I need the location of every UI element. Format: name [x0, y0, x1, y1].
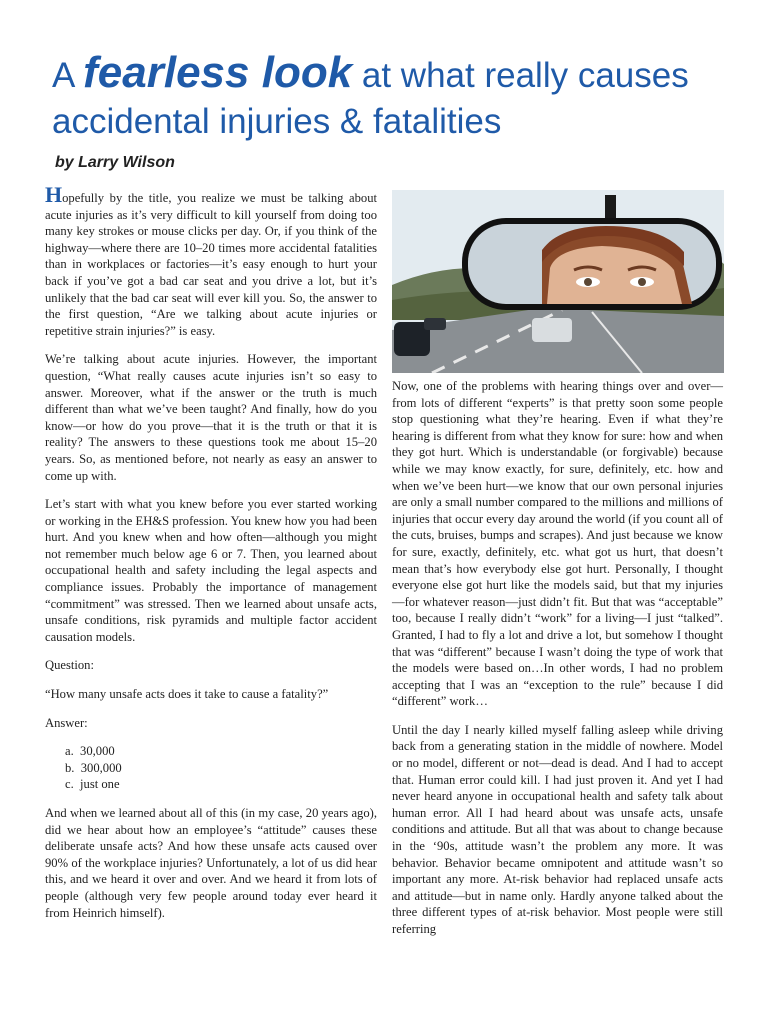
question-text: “How many unsafe acts does it take to cause a fatality?” — [45, 687, 329, 702]
article-title — [52, 50, 742, 145]
intro-paragraph — [45, 182, 377, 339]
rearview-mirror-photo — [392, 190, 724, 373]
title-rest: at what really causes accidental injuries & fatalities — [52, 56, 689, 141]
answer-list — [45, 743, 377, 793]
question-label: Question: — [45, 658, 94, 673]
paragraph-acute-injuries: We’re talking about acute injuries. However, the important question, “What really causes acute injuries isn’t so easy to answer. Moreover, what if the answer or the truth is much different than what we’ve been taught? And finally, how do you know—or how do you prove—that it is the truth or that it is reality? The answers to these questions took me about 15–20 years. So, as mentioned before, not nearly as easy an answer to come up with. — [45, 352, 377, 483]
title-prefix: A — [52, 56, 84, 95]
drop-cap: H — [45, 182, 63, 207]
rearview-mirror-illustration — [392, 190, 724, 373]
title-emphasis: fearless look — [83, 48, 353, 97]
answer-item: c. just one — [65, 777, 120, 792]
left-column — [45, 182, 377, 933]
answer-label: Answer: — [45, 715, 88, 730]
paragraph-what-you-knew: Let’s start with what you knew before you ever started working or working in the EH&S profession. You knew how you had been hurt. And you knew when and how often—although you might not remember much below age 6 or 7. Then, you learned about occupational health and safety including the legal aspects and compliance issues. Probably the importance of management “commitment” was stressed. Then we learned about unsafe acts, unsafe conditions, risk pyramids and multiple factor accident causation models. — [45, 497, 377, 644]
paragraph-hearing-things: Now, one of the problems with hearing things over and over—from lots of different “experts” is that pretty soon some people stop questioning what they’re hearing. Even if what they’re hearing is different from what they know for sure: how and when they got hurt. Which is understandable (or forgivable) because while we may know exactly, for sure, definitely, etc. how and when we’ve been hurt—we know that our own personal injuries are only a small number compared to the millions and millions of injuries that occur every day around the world (if you count all of the cuts, bruises, bumps and scrapes). And just because we know for sure, exactly, definitely, etc. what got us hurt, that doesn’t mean that’s how everybody else got hurt. Personally, I thought everyone else got hurt like the models said, but that my injuries—for whatever reason—just didn’t fit. But that was “acceptable” too, because I really didn’t “work” for a living—I just “talked”. Granted, I had to fly a lot and drive a lot, but somehow I thought that was “different” because I wasn’t doing the type of work that the models were based on…In other words, I had no problem accepting that I was an “exception to the rule” because I did “different” work… — [392, 379, 723, 709]
paragraph-attitude: And when we learned about all of this (in my case, 20 years ago), did we hear about how an employee’s “attitude” causes these deliberate unsafe acts? And how these unsafe acts caused over 90% of the workplace injuries? Unfortunately, a lot of us did hear this, and we heard it over and over. And we heard it from lots of people (although very few people around today ever heard it from Heinrich himself). — [45, 806, 377, 920]
answer-item: a. 30,000 — [65, 744, 115, 759]
paragraph-until-the-day: Until the day I nearly killed myself falling asleep while driving back from a generating station in the middle of nowhere. Model or no model, different or not—dead is dead. And I had to accept that. Human error could kill. I had just proven it. And yet I had never heard anyone in occupational health and safety talk about human error. All I had heard about was unsafe acts, unsafe conditions and attitude. But all that was about to change because in the ‘90s, attitude wasn’t the problem any more. It was behavior. Behavior became omnipotent and attitude wasn’t so important any more. At-risk behavior had replaced unsafe acts and attitude—but in name only. Hardly anyone talked about the three different types of at-risk behavior. Most people were still referring — [392, 722, 723, 936]
right-column — [392, 378, 723, 950]
answer-item: b. 300,000 — [65, 760, 122, 775]
byline: by Larry Wilson — [55, 154, 175, 171]
intro-text: opefully by the title, you realize we must be talking about acute injuries as it’s very difficult to kill yourself from doing too many key strokes or mouse clicks per day. Or, if you think of the highway—where there are 10–20 times more accidental fatalities than in workplaces or factories—it’s easy enough to hurt your back if you’ve got a bad car seat and you drive a lot, but it’s unlikely that the bad car seat will ever kill you. So, the answer to the first question, “Are we talking about acute injuries or repetitive strain injuries?” is easy. — [45, 191, 377, 338]
